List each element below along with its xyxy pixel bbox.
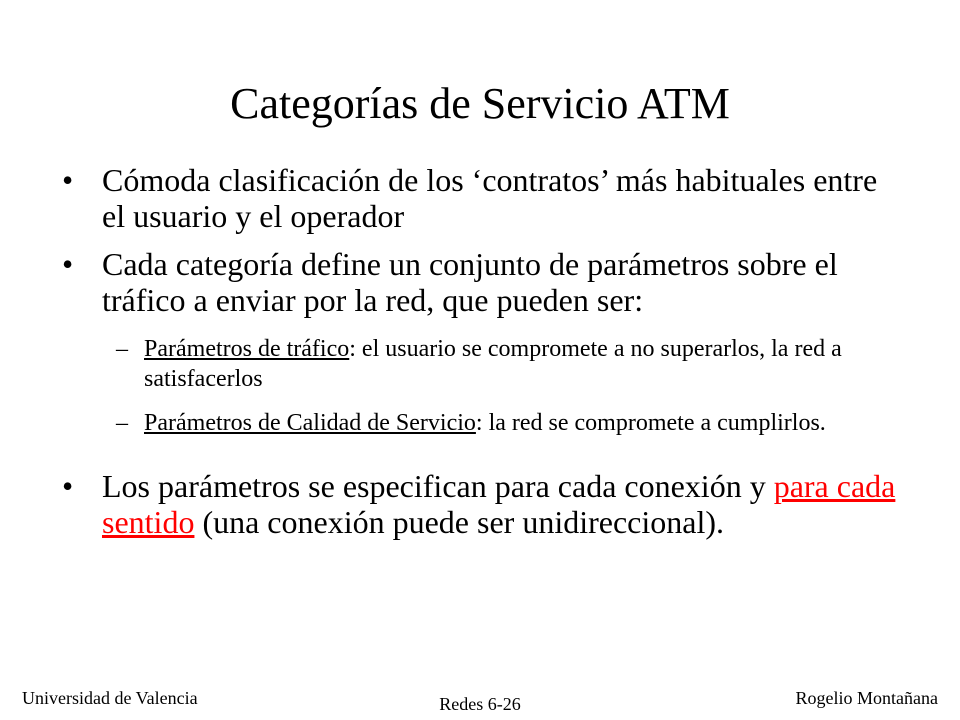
sub-item-term: Parámetros de tráfico [144, 336, 350, 362]
dash-marker: – [116, 410, 128, 436]
footer-slide-number: Redes 6-26 [439, 694, 521, 714]
bullet-text: Cada categoría define un conjunto de parámetros sobre el tráfico a enviar por la red, que pueden ser: [102, 246, 838, 318]
per-direction-link[interactable]: para cada sentido [102, 468, 896, 540]
dash-marker: – [116, 336, 128, 362]
bullet-item-1 [62, 162, 902, 234]
bullet-marker: • [62, 246, 74, 282]
bullet-list [62, 162, 902, 540]
sub-item-qos-parameters [62, 408, 902, 438]
bullet-item-3 [62, 468, 902, 540]
slide-title: Categorías de Servicio ATM [230, 79, 730, 128]
bullet-marker: • [62, 162, 74, 198]
bullet-text-before: Los parámetros se especifican para cada conexión y [102, 468, 774, 504]
footer-author: Rogelio Montañana [795, 688, 938, 708]
bullet-text: Cómoda clasificación de los ‘contratos’ más habituales entre el usuario y el operador [102, 162, 878, 234]
bullet-item-2 [62, 246, 902, 318]
sub-item-text: : la red se compromete a cumplirlos. [475, 410, 826, 436]
sub-item-text: : el usuario se compromete a no superarlos, la red a satisfacerlos [144, 336, 842, 392]
sub-item-traffic-parameters [62, 334, 902, 394]
sub-item-term: Parámetros de Calidad de Servicio [144, 410, 476, 436]
footer-university: Universidad de Valencia [22, 688, 198, 708]
bullet-marker: • [62, 468, 74, 504]
bullet-text-after: (una conexión puede ser unidireccional). [194, 504, 724, 540]
